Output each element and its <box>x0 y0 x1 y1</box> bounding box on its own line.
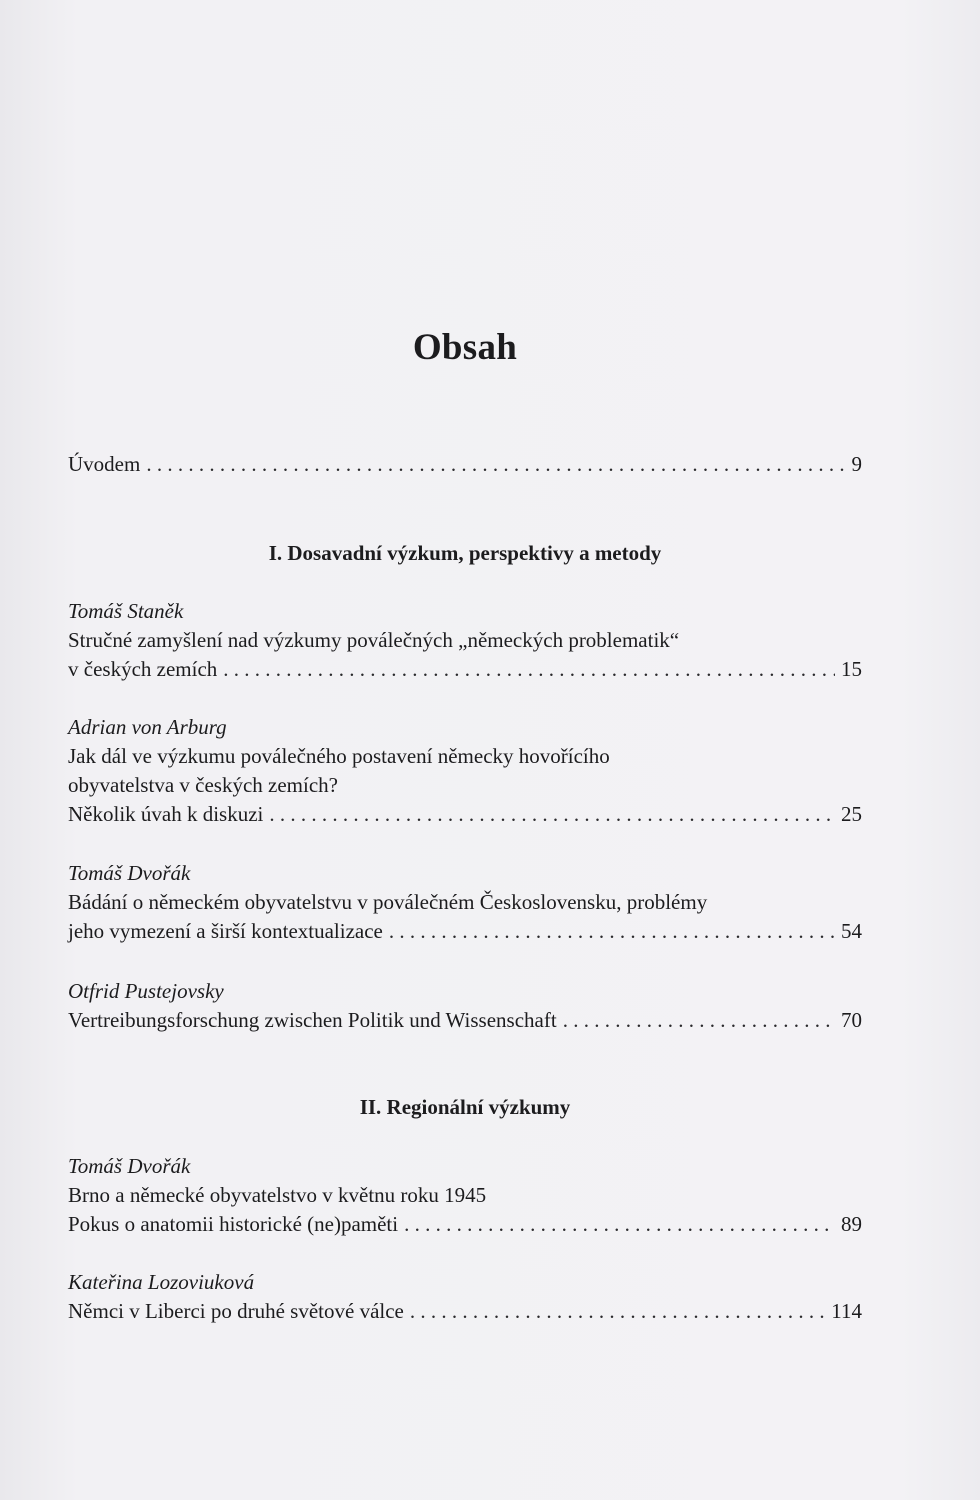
entry-title: Úvodem <box>68 452 141 476</box>
entry-title-line: Brno a německé obyvatelstvo v květnu roku 1945 <box>68 1183 487 1207</box>
leader-dots <box>223 655 835 684</box>
author-name: Adrian von Arburg <box>68 715 227 739</box>
toc-entry-dvorak-2[interactable] <box>68 1181 862 1239</box>
entry-title: Vertreibungsforschung zwischen Politik und Wissenschaft <box>68 1008 557 1032</box>
toc-line <box>68 1297 862 1326</box>
toc-entry-uvodem[interactable] <box>68 450 862 479</box>
page-number: 25 <box>841 802 862 826</box>
toc-entry-dvorak-1[interactable] <box>68 888 862 946</box>
page-number: 114 <box>831 1299 862 1323</box>
entry-title: Několik úvah k diskuzi <box>68 802 264 826</box>
author-name: Tomáš Staněk <box>68 599 184 623</box>
toc-entry-lozoviukova[interactable] <box>68 1297 862 1326</box>
page-number: 54 <box>841 919 862 943</box>
leader-dots <box>389 917 835 946</box>
author-name: Tomáš Dvořák <box>68 861 191 885</box>
toc-line <box>68 800 862 829</box>
page-number: 70 <box>841 1008 862 1032</box>
page-title: Obsah <box>412 327 518 368</box>
entry-title: Němci v Liberci po druhé světové válce <box>68 1299 404 1323</box>
leader-dots <box>410 1297 825 1326</box>
section-heading-2: II. Regionální výzkumy <box>359 1095 571 1119</box>
entry-title-line: obyvatelstva v českých zemích? <box>68 773 338 797</box>
toc-line <box>68 1006 862 1035</box>
author-name: Otfrid Pustejovsky <box>68 979 224 1003</box>
toc-entry-stanek[interactable] <box>68 626 862 684</box>
leader-dots <box>269 800 835 829</box>
page-number: 15 <box>841 657 862 681</box>
entry-title: v českých zemích <box>68 657 218 681</box>
toc-line <box>68 917 862 946</box>
page-number: 89 <box>841 1212 862 1236</box>
leader-dots <box>563 1006 835 1035</box>
page-number: 9 <box>851 452 862 476</box>
author-name: Kateřina Lozoviuková <box>68 1270 255 1294</box>
entry-title-line: Bádání o německém obyvatelstvu v poválečném Československu, problémy <box>68 890 708 914</box>
toc-entry-arburg[interactable] <box>68 742 862 829</box>
toc-line <box>68 655 862 684</box>
toc-line <box>68 1210 862 1239</box>
entry-title: Pokus o anatomii historické (ne)paměti <box>68 1212 399 1236</box>
toc-entry-pustejovsky[interactable] <box>68 1006 862 1035</box>
leader-dots <box>404 1210 835 1239</box>
entry-title-line: Stručné zamyšlení nad výzkumy poválečných „německých problematik“ <box>68 628 680 652</box>
leader-dots <box>146 450 845 479</box>
toc-line <box>68 450 862 479</box>
section-heading-1: I. Dosavadní výzkum, perspektivy a metody <box>268 541 662 565</box>
entry-title-line: Jak dál ve výzkumu poválečného postavení německy hovořícího <box>68 744 610 768</box>
author-name: Tomáš Dvořák <box>68 1154 191 1178</box>
entry-title: jeho vymezení a širší kontextualizace <box>68 919 383 943</box>
